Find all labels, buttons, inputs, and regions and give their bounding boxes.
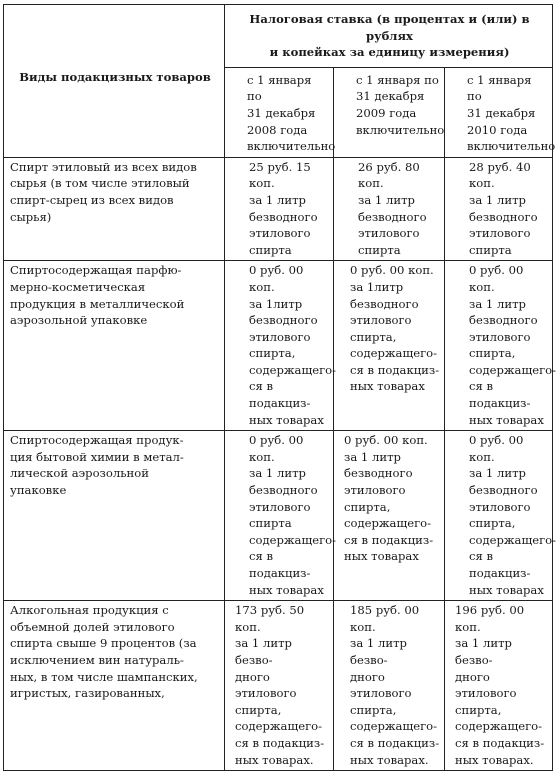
rate-cell: 28 руб. 40 коп. за 1 литр безводного этилового спирта <box>445 157 553 261</box>
rate-cell: 173 руб. 50 коп. за 1 литр безво- дного этилового спирта, содержащего- ся в подакциз- ных товарах. <box>225 601 334 771</box>
rate-cell: 185 руб. 00 коп. за 1 литр безво- дного этилового спирта, содержащего- ся в подакциз- ных товарах. <box>334 601 445 771</box>
goods-cell: Спиртосодержащая продук- ция бытовой химии в метал- лической аэрозольной упаковке <box>4 431 225 601</box>
goods-cell: Алкогольная продукция с объемной долей этилового спирта свыше 9 процентов (за исключением вин натураль- ных, в том числе шампанских, игристых, газированных, <box>4 601 225 771</box>
period-header-2010: с 1 января по 31 декабря 2010 года включительно <box>445 67 553 157</box>
goods-cell: Спиртосодержащая парфю- мерно-косметическая продукция в металлической аэрозольной упаковке <box>4 261 225 431</box>
table-row <box>4 157 553 261</box>
table-row <box>4 601 553 771</box>
goods-column-header: Виды подакцизных товаров <box>4 5 225 158</box>
rate-cell: 26 руб. 80 коп. за 1 литр безводного этилового спирта <box>334 157 445 261</box>
period-header-2008: с 1 января по 31 декабря 2008 года включительно <box>225 67 334 157</box>
rate-column-header: Налоговая ставка (в процентах и (или) в рублях и копейках за единицу измерения) <box>225 5 553 68</box>
period-header-2009: с 1 января по 31 декабря 2009 года включительно <box>334 67 445 157</box>
rate-cell: 0 руб. 00 коп. за 1 литр безводного этилового спирта, содержащего- ся в подакциз- ных товарах <box>445 261 553 431</box>
goods-cell: Спирт этиловый из всех видов сырья (в том числе этиловый спирт-сырец из всех видов сырья) <box>4 157 225 261</box>
excise-rates-table <box>3 4 556 771</box>
rate-cell: 196 руб. 00 коп. за 1 литр безво- дного этилового спирта, содержащего- ся в подакциз- ных товарах. <box>445 601 553 771</box>
rate-cell: 25 руб. 15 коп. за 1 литр безводного этилового спирта <box>225 157 334 261</box>
table-row <box>4 431 553 601</box>
rate-cell: 0 руб. 00 коп. за 1литр безводного этилового спирта, содержащего- ся в подакциз- ных товарах <box>225 261 334 431</box>
rate-cell: 0 руб. 00 коп. за 1 литр безводного этилового спирта, содержащего- ся в подакциз- ных товарах <box>445 431 553 601</box>
rate-cell: 0 руб. 00 коп. за 1 литр безводного этилового спирта содержащего- ся в подакциз- ных товарах <box>225 431 334 601</box>
header-row <box>4 5 553 68</box>
table-row <box>4 261 553 431</box>
rate-cell: 0 руб. 00 коп. за 1 литр безводного этилового спирта, содержащего- ся в подакциз- ных товарах <box>334 431 445 601</box>
rate-cell: 0 руб. 00 коп. за 1литр безводного этилового спирта, содержащего- ся в подакциз- ных товарах <box>334 261 445 431</box>
